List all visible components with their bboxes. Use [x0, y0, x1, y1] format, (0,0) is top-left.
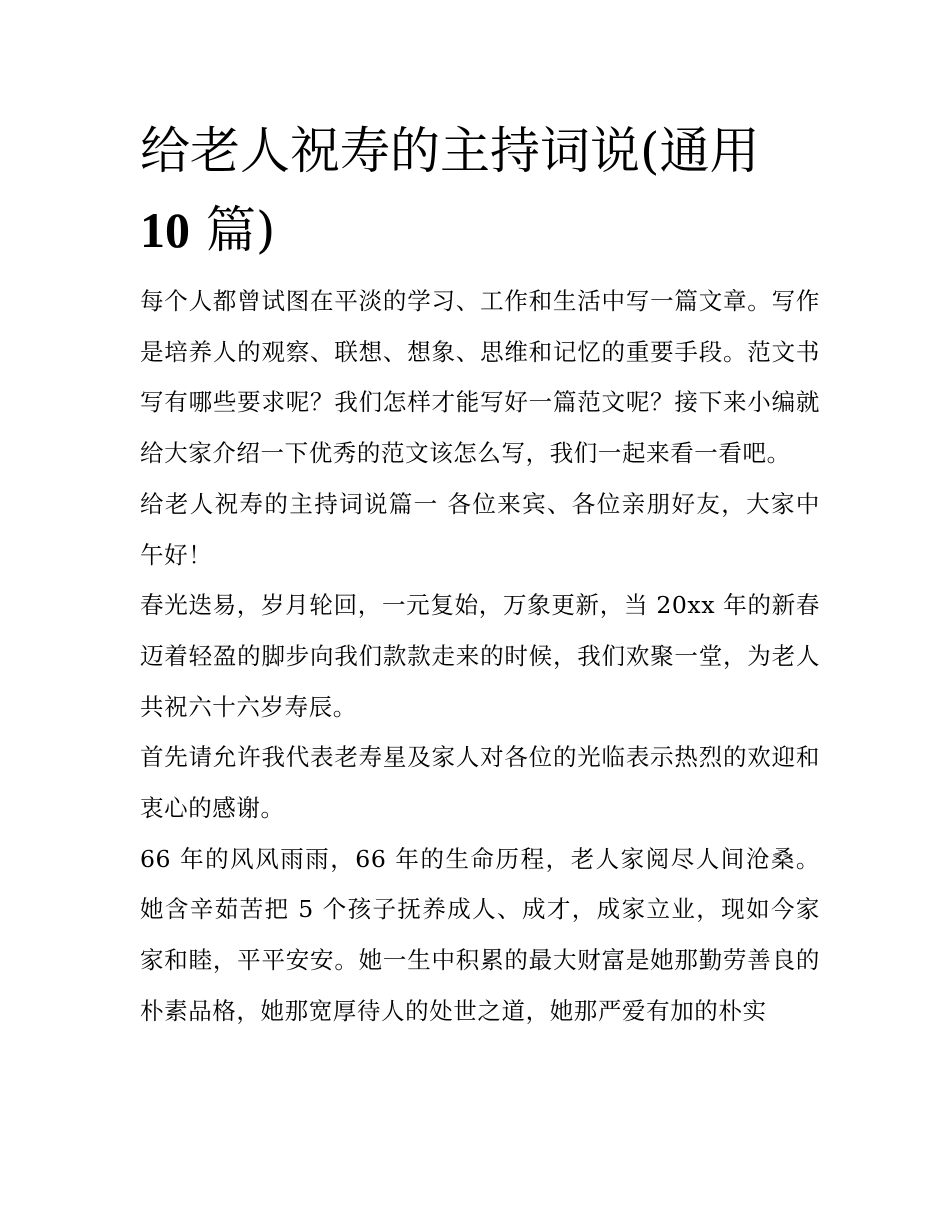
paragraph-intro: 每个人都曾试图在平淡的学习、工作和生活中写一篇文章。写作是培养人的观察、联想、想象、思维和记忆的重要手段。范文书写有哪些要求呢？我们怎样才能写好一篇范文呢？接下来小编就给大家介绍一下优秀的范文该怎么写，我们一起来看一看吧。	[140, 287, 820, 468]
document-body	[140, 276, 820, 1037]
title-suffix: 篇)	[190, 201, 276, 259]
paragraph-life-story: 66 年的风风雨雨，66 年的生命历程，老人家阅尽人间沧桑。她含辛茹苦把 5 个孩子抚养成人、成才，成家立业，现如今家家和睦，平平安安。她一生中积累的最大财富是她那勤劳善良的朴素品格，她那宽厚待人的处世之道，她那严爱有加的朴实	[140, 844, 820, 1025]
paragraph-welcome: 首先请允许我代表老寿星及家人对各位的光临表示热烈的欢迎和衷心的感谢。	[140, 743, 820, 823]
title-number: 10	[140, 202, 190, 258]
paragraph-spring: 春光迭易，岁月轮回，一元复始，万象更新，当 20xx 年的新春迈着轻盈的脚步向我们款款走来的时候，我们欢聚一堂，为老人共祝六十六岁寿辰。	[140, 591, 820, 721]
paragraph-greeting: 给老人祝寿的主持词说篇一 各位来宾、各位亲朋好友，大家中午好！	[140, 489, 820, 569]
title-text: 给老人祝寿的主持词说(通用	[140, 122, 760, 180]
document-title	[140, 112, 820, 270]
